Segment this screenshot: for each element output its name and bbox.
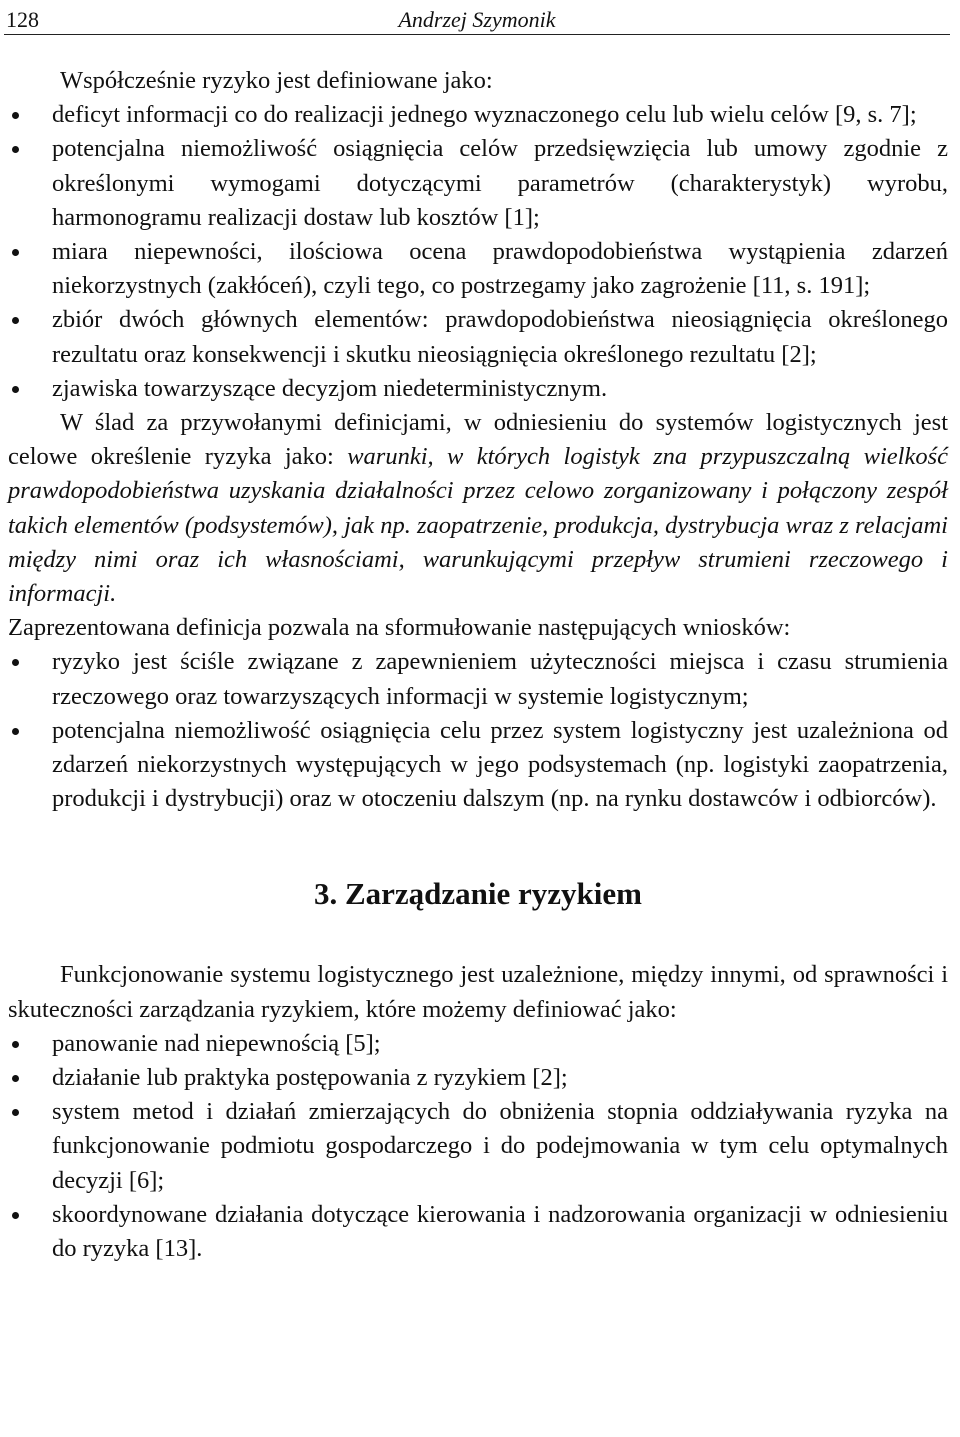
list-item: potencjalna niemożliwość osiągnięcia celów przedsięwzięcia lub umowy zgodnie z określonymi wymogami dotyczącymi parametrów (charakterystyk) wyrobu, harmonogramu realizacji dostaw lub kosztów [1];	[8, 132, 948, 235]
logistics-risk-lead: W ślad za przywołanymi definicjami, w odniesieniu do systemów logistycznych jest celowe określenie ryzyka jako:	[8, 409, 948, 471]
body-text	[8, 64, 948, 1266]
conclusions-intro: Zaprezentowana definicja pozwala na sformułowanie następujących wniosków:	[8, 614, 791, 642]
risk-management-intro: Funkcjonowanie systemu logistycznego jest uzależnione, między innymi, od sprawności i skuteczności zarządzania ryzykiem, które możemy definiować jako:	[8, 961, 948, 1023]
list-item: zbiór dwóch głównych elementów: prawdopodobieństwa nieosiągnięcia określonego rezultatu oraz konsekwencji i skutku nieosiągnięcia określonego rezultatu [2];	[8, 303, 948, 371]
risk-management-list	[8, 1027, 948, 1266]
list-item: miara niepewności, ilościowa ocena prawdopodobieństwa wystąpienia zdarzeń niekorzystnych (zakłóceń), czyli tego, co postrzegamy jako zagrożenie [11, s. 191];	[8, 235, 948, 303]
list-item: zjawiska towarzyszące decyzjom niedeterministycznym.	[8, 372, 948, 406]
list-item: system metod i działań zmierzających do obniżenia stopnia oddziaływania ryzyka na funkcjonowanie podmiotu gospodarczego i do podejmowania w tym celu optymalnych decyzji [6];	[8, 1095, 948, 1198]
list-item: skoordynowane działania dotyczące kierowania i nadzorowania organizacji w odniesieniu do ryzyka [13].	[8, 1198, 948, 1266]
list-item: deficyt informacji co do realizacji jednego wyznaczonego celu lub wielu celów [9, s. 7];	[8, 98, 948, 132]
risk-definition-intro: Współcześnie ryzyko jest definiowane jako:	[60, 67, 493, 94]
section-heading: 3. Zarządzanie ryzykiem	[313, 876, 642, 912]
risk-definitions-list	[8, 98, 948, 406]
conclusions-list	[8, 645, 948, 816]
page-header	[4, 4, 950, 35]
list-item: potencjalna niemożliwość osiągnięcia celu przez system logistyczny jest uzależniona od zdarzeń niekorzystnych występujących w jego podsystemach (np. logistyki zaopatrzenia, produkcji i dystrybucji) oraz w otoczeniu dalszym (np. na rynku dostawców i odbiorców).	[8, 714, 948, 817]
list-item: działanie lub praktyka postępowania z ryzykiem [2];	[8, 1061, 948, 1095]
list-item: ryzyko jest ściśle związane z zapewnieniem użyteczności miejsca i czasu strumienia rzeczowego oraz towarzyszących informacji w systemie logistycznym;	[8, 645, 948, 713]
logistics-risk-definition: warunki, w których logistyk zna przypuszczalną wielkość prawdopodobieństwa uzyskania działalności przez celowo zorganizowany i połączony zespół takich elementów (podsystemów), jak np. zaopatrzenie, produkcja, dystrybucja wraz z relacjami między nimi oraz ich własnościami, warunkującymi przepływ strumieni rzeczowego i informacji.	[8, 443, 948, 608]
running-head-author: Andrzej Szymonik	[398, 7, 556, 32]
logistics-risk-paragraph	[8, 406, 948, 611]
page-number: 128	[6, 7, 39, 32]
list-item: panowanie nad niepewnością [5];	[8, 1027, 948, 1061]
